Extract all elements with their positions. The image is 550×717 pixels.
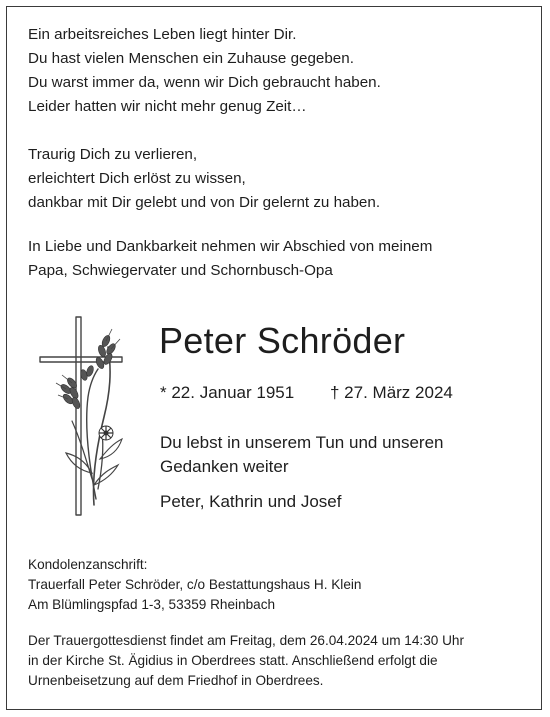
service-line: Der Trauergottesdienst findet am Freitag, dem 26.04.2024 um 14:30 Uhr [28, 633, 464, 648]
obituary-notice [6, 6, 542, 710]
address-line: Am Blümlingspfad 1-3, 53359 Rheinbach [28, 597, 276, 612]
motto [160, 431, 444, 479]
funeral-service-info [28, 631, 464, 691]
address-heading: Kondolenzanschrift: [28, 557, 148, 572]
birth-date: * 22. Januar 1951 [160, 383, 295, 402]
cross-with-wheat-and-flower-icon [32, 309, 132, 529]
farewell-statement [28, 235, 432, 283]
motto-line: Du lebst in unserem Tun und unseren [160, 433, 444, 452]
poem-line: erleichtert Dich erlöst zu wissen, [28, 170, 246, 187]
deceased-name: Peter Schröder [159, 320, 406, 361]
service-line: Urnenbeisetzung auf dem Friedhof in Oberdrees. [28, 673, 324, 688]
family-signature: Peter, Kathrin und Josef [160, 492, 342, 511]
poem-line: dankbar mit Dir gelebt und von Dir gelernt zu haben. [28, 194, 381, 211]
death-date: † 27. März 2024 [330, 383, 453, 402]
poem-stanza-1 [28, 23, 381, 119]
poem-line: Ein arbeitsreiches Leben liegt hinter Dir. [28, 26, 297, 43]
service-line: in der Kirche St. Ägidius in Oberdrees statt. Anschließend erfolgt die [28, 653, 438, 668]
condolence-address [28, 555, 361, 615]
motto-line: Gedanken weiter [160, 457, 289, 476]
poem-line: Leider hatten wir nicht mehr genug Zeit… [28, 98, 307, 115]
poem-line: Du hast vielen Menschen ein Zuhause gegeben. [28, 50, 354, 67]
address-line: Trauerfall Peter Schröder, c/o Bestattungshaus H. Klein [28, 577, 362, 592]
farewell-line: In Liebe und Dankbarkeit nehmen wir Abschied von meinem [28, 238, 433, 255]
farewell-line: Papa, Schwiegervater und Schornbusch-Opa [28, 262, 333, 279]
poem-stanza-2 [28, 143, 380, 215]
poem-line: Du warst immer da, wenn wir Dich gebraucht haben. [28, 74, 381, 91]
poem-line: Traurig Dich zu verlieren, [28, 146, 198, 163]
